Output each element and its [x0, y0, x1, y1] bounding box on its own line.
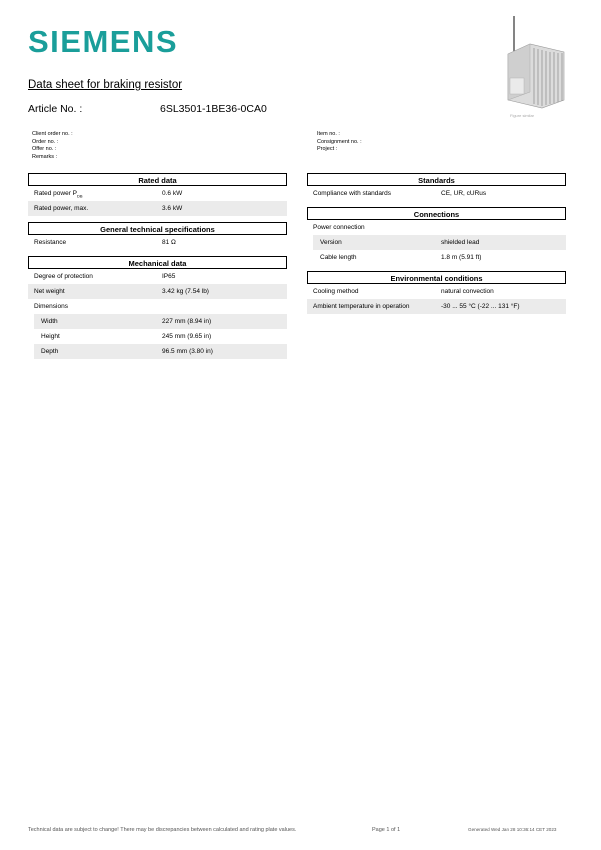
client-order-no-label: Client order no. :	[32, 131, 73, 137]
braking-resistor-image	[500, 14, 570, 110]
meta-left	[32, 131, 73, 161]
item-no-label: Item no. :	[317, 131, 340, 137]
right-column	[307, 173, 566, 314]
width-row: Width 227 mm (8.94 in)	[34, 314, 287, 329]
general-header: General technical specifications	[28, 222, 287, 235]
rated-power-max-row: Rated power, max. 3.6 kW	[28, 201, 287, 216]
connections-header: Connections	[307, 207, 566, 220]
power-connection-row: Power connection	[313, 224, 365, 231]
rated-power-key: Rated power $P_{DB}$	[34, 190, 83, 199]
article-label: Article No. :	[28, 103, 83, 115]
ambient-temp-row: Ambient temperature in operation -30 ... 55 °C (-22 ... 131 °F)	[307, 299, 566, 314]
article-number: 6SL3501-1BE36-0CA0	[160, 103, 267, 115]
compliance-row: Compliance with standards CE, UR, cURus	[313, 190, 487, 197]
standards-header: Standards	[307, 173, 566, 186]
order-no-label: Order no. :	[32, 138, 59, 145]
meta-right	[317, 131, 362, 154]
protection-row: Degree of protection IP65	[34, 273, 176, 280]
figure-caption: Figure similar	[510, 113, 535, 118]
footer-page: Page 1 of 1	[372, 827, 401, 833]
footer-disclaimer: Technical data are subject to change! There may be discrepancies between calculated and rating plate values.	[28, 827, 297, 833]
mechanical-header: Mechanical data	[28, 256, 287, 269]
cable-length-row: Cable length 1.8 m (5.91 ft)	[320, 254, 482, 261]
rated-power-row	[28, 186, 287, 201]
project-label: Project :	[317, 146, 338, 153]
rated-data-header: Rated data	[28, 173, 287, 186]
siemens-logo: SIEMENS	[28, 24, 179, 59]
depth-row: Depth 96.5 mm (3.80 in)	[34, 344, 287, 359]
offer-no-label: Offer no. :	[32, 146, 57, 153]
net-weight-row: Net weight 3.42 kg (7.54 lb)	[28, 284, 287, 299]
rated-power-value: 0.6 kW	[162, 190, 183, 197]
left-column	[28, 173, 287, 359]
dimensions-row: Dimensions	[34, 303, 68, 310]
footer-generated: Generated Wed Jan 28 10:36:14 CET 2023	[468, 827, 557, 832]
environment-header: Environmental conditions	[307, 271, 566, 284]
cooling-row: Cooling method natural convection	[313, 288, 494, 295]
consignment-no-label: Consignment no. :	[317, 138, 362, 145]
version-row: Version shielded lead	[313, 235, 566, 250]
height-row: Height 245 mm (9.65 in)	[41, 333, 212, 340]
remarks-label: Remarks :	[32, 153, 58, 160]
resistance-row: Resistance 81 Ω	[34, 239, 176, 246]
document-title: Data sheet for braking resistor	[28, 79, 183, 91]
